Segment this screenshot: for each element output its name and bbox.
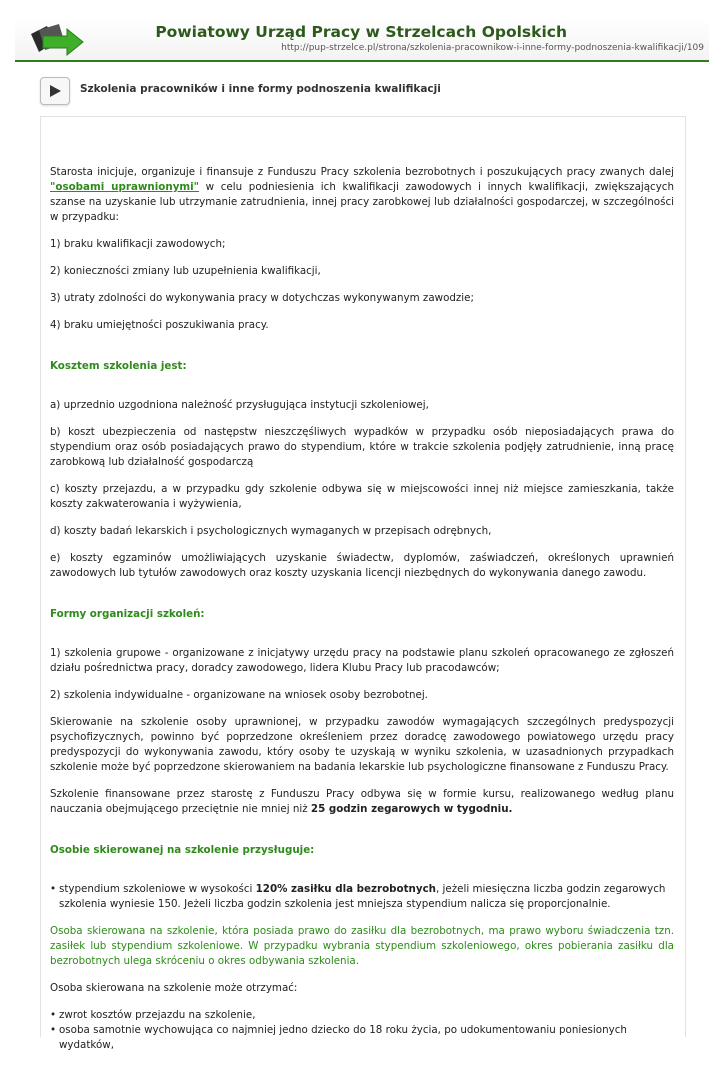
- form-item: 2) szkolenia indywidualne - organizowane na wniosek osoby bezrobotnej.: [50, 689, 428, 701]
- list-item: • zwrot kosztów przejazdu na szkolenie,: [50, 1008, 674, 1023]
- form-item: 1) szkolenia grupowe - organizowane z inicjatywy urzędu pracy na podstawie planu szkoleń opracowanego ze zgłoszeń działu pośrednictwa pracy, doradcy zawodowego, lidera Klubu Pracy lub pracodawców;: [50, 647, 674, 674]
- cost-item: b) koszt ubezpieczenia od następstw nieszczęśliwych wypadków w przypadku osób nieposiadających prawa do stypendium oraz osób posiadających prawo do stypendium, które w trakcie szkolenia podjęły zatrudnienie, inną pracę zarobkową lub działalność gospodarczą: [50, 426, 674, 468]
- eligible-persons-link[interactable]: "osobami uprawnionymi": [50, 181, 200, 193]
- cost-item: d) koszty badań lekarskich i psychologicznych wymaganych w przepisach odrębnych,: [50, 525, 492, 537]
- costs-heading: Kosztem szkolenia jest:: [50, 360, 187, 372]
- site-title: Powiatowy Urząd Pracy w Strzelcach Opolskich: [155, 23, 567, 41]
- may-receive-list: [50, 1008, 674, 1053]
- may-receive-text: Osoba skierowana na szkolenie może otrzymać:: [50, 982, 298, 994]
- cost-item: e) koszty egzaminów umożliwiających uzyskanie świadectw, dyplomów, zaświadczeń, określonych uprawnień zawodowych lub tytułów zawodowych oraz koszty uzyskania licencji niezbędnych do wykonywania danego zawodu.: [50, 552, 674, 579]
- page-url: http://pup-strzelce.pl/strona/szkolenia-pracownikow-i-inne-formy-podnoszenia-kwalifikacji/109: [281, 43, 704, 53]
- referral-paragraph: Skierowanie na szkolenie osoby uprawnionej, w przypadku zawodów wymagających szczególnych predyspozycji psychofizycznych, powinno być poprzedzone określeniem przez doradcę zawodowego powiatowego urzędu pracy predyspozycji do wykonywania zawodu, który osoby te uzyskają w wyniku szkolenia, w uzasadnionych przypadkach szkolenie może być poprzedzone skierowaniem na badania lekarskie lub psychologiczne finansowane z Funduszu Pracy.: [50, 716, 674, 773]
- list-item: • osoba samotnie wychowująca co najmniej jedno dziecko do 18 roku życia, po udokumentowaniu poniesionych wydatków,: [50, 1023, 674, 1053]
- article-content: [50, 165, 674, 1065]
- entitlements-heading: Osobie skierowanej na szkolenie przysługuje:: [50, 844, 315, 856]
- financing-paragraph: Szkolenie finansowane przez starostę z Funduszu Pracy odbywa się w formie kursu, realizowanego według planu nauczania obejmującego przeciętnie nie mniej niż 25 godzin zegarowych w tygodniu.: [50, 788, 674, 815]
- page-header: [15, 18, 709, 62]
- entitlements-list: [50, 882, 674, 912]
- cost-item: a) uprzednio uzgodniona należność przysługująca instytucji szkoleniowej,: [50, 399, 429, 411]
- case-item: 3) utraty zdolności do wykonywania pracy w dotychczas wykonywanym zawodzie;: [50, 292, 474, 304]
- allowance-note: Osoba skierowana na szkolenie, która posiada prawo do zasiłku dla bezrobotnych, ma prawo wyboru świadczenia tzn. zasiłek lub stypendium szkoleniowe. W przypadku wybrania stypendium szkoleniowego, okres pobierania zasiłku dla bezrobotnych ulega skróceniu o okres odbywania szkolenia.: [50, 925, 674, 967]
- pup-logo-icon[interactable]: [25, 20, 87, 60]
- case-item: 2) konieczności zmiany lub uzupełnienia kwalifikacji,: [50, 265, 321, 277]
- case-item: 1) braku kwalifikacji zawodowych;: [50, 238, 226, 250]
- list-item: • stypendium szkoleniowe w wysokości 120% zasiłku dla bezrobotnych, jeżeli miesięczna liczba godzin zegarowych szkolenia wyniesie 150. Jeżeli liczba godzin szkolenia jest mniejsza stypendium nalicza się proporcjonalnie.: [50, 882, 674, 912]
- forms-heading: Formy organizacji szkoleń:: [50, 608, 205, 620]
- case-item: 4) braku umiejętności poszukiwania pracy.: [50, 319, 269, 331]
- play-arrow-icon[interactable]: [40, 77, 70, 105]
- cost-item: c) koszty przejazdu, a w przypadku gdy szkolenie odbywa się w miejscowości innej niż miejsce zamieszkania, także koszty zakwaterowania i wyżywienia,: [50, 483, 674, 510]
- intro-paragraph: Starosta inicjuje, organizuje i finansuje z Funduszu Pracy szkolenia bezrobotnych i poszukujących pracy zwanych dalej "osobami uprawnionymi" w celu podniesienia ich kwalifikacji zawodowych i innych kwalifikacji, zwiększających szanse na uzyskanie lub utrzymanie zatrudnienia, innej pracy zarobkowej lub działalności gospodarczej, w szczególności w przypadku:: [50, 166, 674, 223]
- section-title: Szkolenia pracowników i inne formy podnoszenia kwalifikacji: [80, 83, 441, 95]
